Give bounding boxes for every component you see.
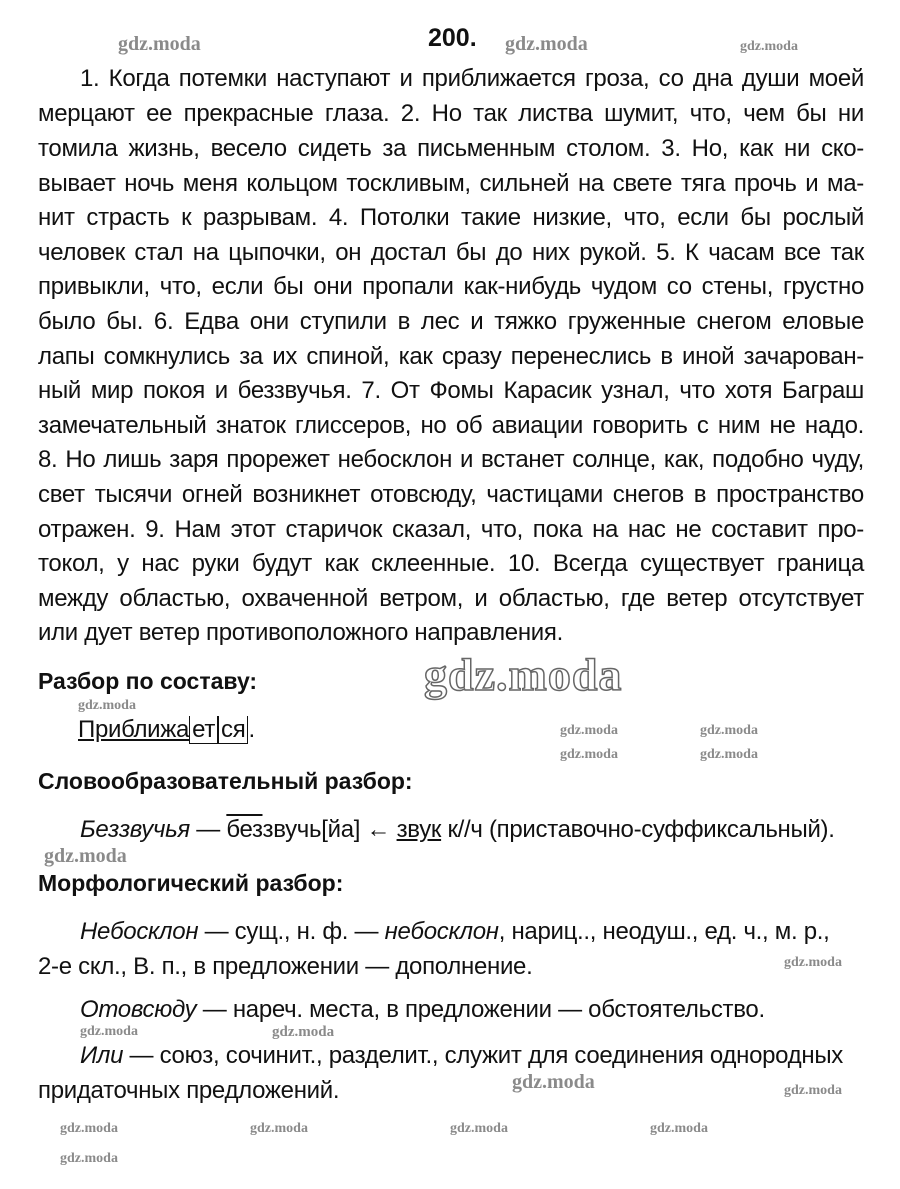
watermark: gdz.moda	[560, 723, 618, 738]
text-line: было бы. 6. Едва они ступили в лес и тяжко груженные снегом еловые	[38, 308, 864, 335]
analysis-text: — союз, сочинит., разделит., служит для соединения однородных	[123, 1042, 843, 1069]
watermark: gdz.moda	[250, 1121, 308, 1136]
period: .	[248, 716, 255, 743]
text-line: 8. Но лишь заря прорежет небосклон и встанет солнце, как, подобно чуду,	[38, 446, 864, 473]
analysis-text: — нареч. места, в предложении — обстоятельство.	[196, 996, 765, 1023]
watermark: gdz.moda	[60, 1151, 118, 1166]
analyzed-word: Отовсюду	[80, 996, 197, 1023]
morphology-item-continued: придаточных предложений.	[38, 1077, 340, 1104]
word-ending: ет	[189, 716, 218, 744]
text-line: отражен. 9. Нам этот старичок сказал, что, пока на нас не составит про-	[38, 516, 864, 543]
text-line: вывает ночь меня кольцом тоскливым, сильней на свете тяга прочь и ма-	[38, 170, 864, 197]
watermark: gdz.moda	[784, 955, 842, 970]
dash: —	[189, 816, 227, 843]
word-formation-heading: Словообразовательный разбор:	[38, 768, 413, 794]
formation-method: к//ч (приставочно-суффиксальный).	[441, 816, 835, 843]
exercise-number: 200.	[428, 24, 477, 52]
source-word: звук	[396, 816, 442, 843]
analyzed-word: Беззвучья	[80, 816, 190, 843]
composition-analysis	[78, 716, 255, 744]
stem: звучь	[262, 816, 322, 843]
watermark: gdz.moda	[44, 845, 127, 867]
morphology-heading: Морфологический разбор:	[38, 870, 344, 896]
morphology-item	[80, 1042, 843, 1070]
composition-heading: Разбор по составу:	[38, 668, 258, 694]
morphology-item	[80, 996, 765, 1024]
analysis-text: — сущ., н. ф. —	[198, 918, 385, 945]
text-line: токол, у нас руки будут как склеенные. 10. Всегда существует граница	[38, 550, 864, 577]
watermark-logo: gdz.moda	[424, 649, 623, 700]
suffix: [йа]	[321, 816, 361, 843]
text-line: или дует ветер противоположного направления.	[38, 619, 563, 646]
watermark: gdz.moda	[740, 39, 798, 54]
text-line: человек стал на цыпочки, он достал бы до них рукой. 5. К часам все так	[38, 239, 864, 266]
watermark: gdz.moda	[512, 1071, 595, 1093]
watermark: gdz.moda	[80, 1024, 138, 1039]
text-line: 1. Когда потемки наступают и приближается гроза, со дна души моей	[80, 65, 864, 92]
word-stem: Приближа	[78, 716, 190, 743]
morphology-item	[80, 918, 829, 946]
word-formation-analysis	[80, 816, 835, 844]
watermark: gdz.moda	[118, 33, 201, 55]
watermark: gdz.moda	[505, 33, 588, 55]
text-line: томила жизнь, весело сидеть за письменным столом. 3. Но, как ни ско-	[38, 135, 864, 162]
watermark: gdz.moda	[78, 698, 136, 713]
analyzed-word: Небосклон	[80, 918, 199, 945]
watermark: gdz.moda	[700, 747, 758, 762]
text-line: нит страсть к разрывам. 4. Потолки такие низкие, что, если бы рослый	[38, 204, 864, 231]
watermark: gdz.moda	[784, 1083, 842, 1098]
analyzed-word: Или	[80, 1042, 124, 1069]
arrow: ←	[360, 816, 397, 843]
text-line: мерцают ее прекрасные глаза. 2. Но так листва шумит, что, чем бы ни	[38, 100, 864, 127]
text-line: привыкли, что, если бы они пропали как-нибудь чудом со стены, грустно	[38, 273, 864, 300]
text-line: замечательный знаток глиссеров, но об авиации говорить с ним не надо.	[38, 412, 864, 439]
text-line: ный мир покоя и беззвучья. 7. От Фомы Карасик узнал, что хотя Баграш	[38, 377, 864, 404]
watermark: gdz.moda	[450, 1121, 508, 1136]
watermark: gdz.moda	[60, 1121, 118, 1136]
analysis-text: , нариц.., неодуш., ед. ч., м. р.,	[498, 918, 830, 945]
text-line: свет тысячи огней возникнет отовсюду, частицами снегов в пространство	[38, 481, 864, 508]
watermark: gdz.moda	[272, 1024, 335, 1040]
text-line: между областью, охваченной ветром, и областью, где ветер отсутствует	[38, 585, 864, 612]
watermark: gdz.moda	[650, 1121, 708, 1136]
watermark: gdz.moda	[560, 747, 618, 762]
initial-form: небосклон	[384, 918, 499, 945]
watermark: gdz.moda	[700, 723, 758, 738]
text-line: лапы сомкнулись за их спиной, как сразу перенеслись в иной зачарован-	[38, 343, 864, 370]
prefix: без	[226, 816, 263, 843]
word-postfix: ся	[218, 716, 248, 744]
morphology-item-continued: 2-е скл., В. п., в предложении — дополнение.	[38, 953, 533, 980]
